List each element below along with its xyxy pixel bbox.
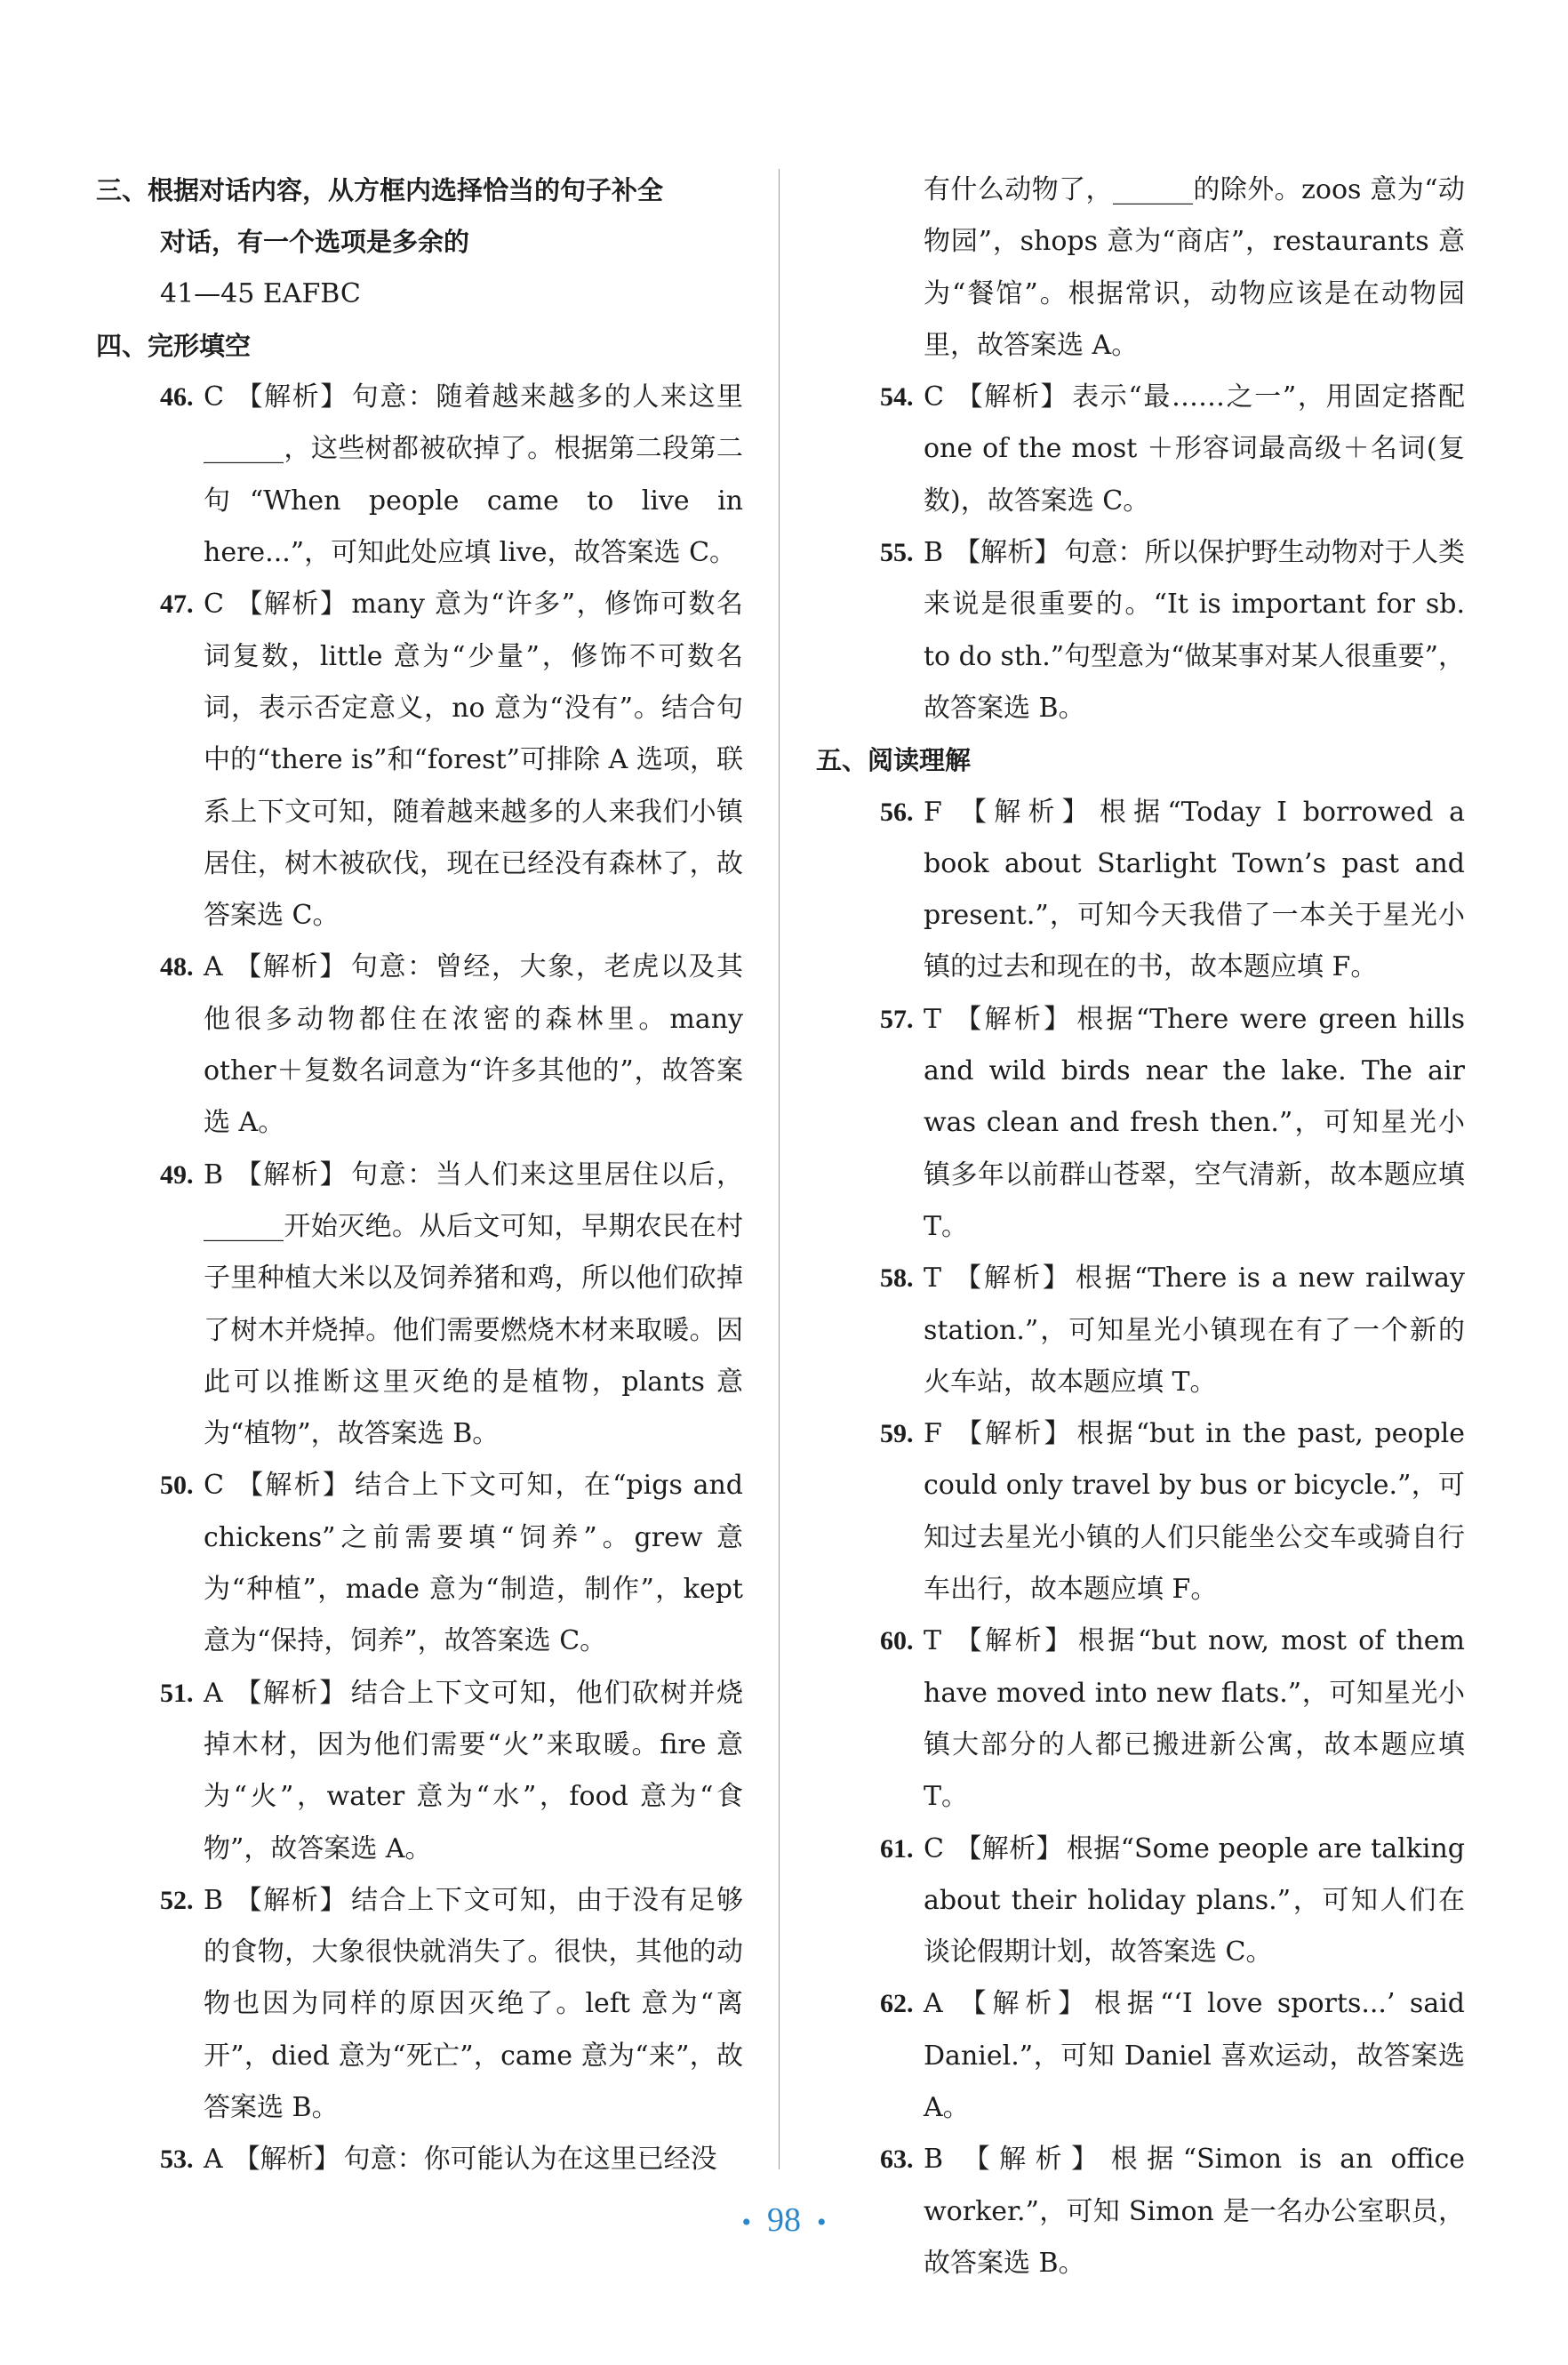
answer-item	[816, 787, 1465, 994]
item-number: 62.	[880, 1989, 914, 2019]
item-explanation: 结合上下文可知，在“pigs and chickens”之前需要填“饲养”。grew 意为“种植”，made 意为“制造，制作”，kept 意为“保持，饲养”，故答案选 C。	[204, 1470, 744, 1657]
analysis-tag: 【解析】	[954, 1832, 1063, 1864]
item-choice: C	[924, 1832, 944, 1864]
item-explanation: 根据“Simon is an office worker.”，可知 Simon 是一名办公室职员，故答案选 B。	[924, 2144, 1465, 2279]
item-choice: B	[204, 1158, 224, 1191]
page-number	[0, 2201, 1568, 2240]
section-3-title-line1: 三、根据对话内容，从方框内选择恰当的句子补全	[96, 175, 664, 205]
answer-item	[96, 579, 743, 942]
left-column	[96, 164, 743, 2186]
bullet-icon: •	[817, 2208, 827, 2238]
analysis-tag: 【解析】	[953, 1988, 1092, 2020]
analysis-tag: 【解析】	[952, 1003, 1074, 1035]
answer-item	[96, 942, 743, 1149]
answer-item	[96, 1150, 743, 1461]
item-choice: T	[924, 1625, 942, 1657]
left-answer-list	[96, 372, 743, 2185]
answer-item	[96, 2134, 743, 2185]
answer-item	[816, 1253, 1465, 1408]
item-number: 57.	[880, 1004, 914, 1034]
item-number: 55.	[880, 538, 914, 568]
item-number: 52.	[160, 1885, 194, 1915]
item-choice: A	[924, 1988, 943, 2020]
analysis-tag: 【解析】	[234, 381, 348, 413]
answer-item	[816, 527, 1465, 734]
answer-item	[816, 1824, 1465, 1979]
continued-text: 有什么动物了，______的除外。zoos 意为“动物园”，shops 意为“商店”，restaurants 意为“餐馆”。根据常识，动物应该是在动物园里，故答案选 A。	[924, 174, 1465, 361]
item-explanation: 根据“Some people are talking about their holiday plans.”，可知人们在谈论假期计划，故答案选 C。	[924, 1832, 1465, 1968]
column-divider	[779, 169, 780, 2169]
item-explanation: 句意：你可能认为在这里已经没	[343, 2144, 717, 2176]
analysis-tag: 【解析】	[952, 1418, 1074, 1450]
answer-item	[816, 372, 1465, 527]
answer-item	[816, 1978, 1465, 2134]
right-answer-list	[816, 372, 1465, 734]
item-explanation: 根据“but now, most of them have moved into new flats.”，可知星光小镇大部分的人都已搬进新公寓，故本题应填 T。	[924, 1625, 1465, 1813]
item-explanation: 句意：当人们来这里居住以后，______开始灭绝。从后文可知，早期农民在村子里种植大米以及饲养猪和鸡，所以他们砍掉了树木并烧掉。他们需要燃烧木材来取暖。因此可以推断这里灭绝的是植物，plants 意为“植物”，故答案选 B。	[204, 1158, 744, 1450]
item-number: 56.	[880, 797, 914, 827]
item-explanation: many 意为“许多”，修饰可数名词复数，little 意为“少量”，修饰不可数名词，表示否定意义，no 意为“没有”。结合句中的“there is”和“forest”可排除 A 选项，联系上下文可知，随着越来越多的人来我们小镇居住，树木被砍伐，现在已经没有森林了，故答案选 C。	[204, 589, 744, 932]
answer-item	[96, 1460, 743, 1667]
section-4-title: 四、完形填空	[96, 330, 252, 361]
item-choice: A	[204, 1677, 223, 1709]
item-choice: A	[204, 2144, 223, 2176]
item-number: 63.	[880, 2145, 914, 2175]
item-number: 46.	[160, 382, 194, 413]
answer-item	[816, 1615, 1465, 1823]
item-choice: C	[204, 381, 224, 413]
item-explanation: 根据“but in the past, people could only travel by bus or bicycle.”，可知过去星光小镇的人们只能坐公交车或骑自行车出行，故本题应填 F。	[924, 1418, 1465, 1606]
item-explanation: 根据“There is a new railway station.”，可知星光小镇现在有了一个新的火车站，故本题应填 T。	[924, 1263, 1465, 1398]
answer-item	[816, 1408, 1465, 1615]
item-choice: B	[924, 2144, 944, 2176]
analysis-tag: 【解析】	[954, 537, 1061, 569]
item-number: 60.	[880, 1626, 914, 1656]
item-choice: T	[924, 1263, 942, 1295]
item-choice: F	[924, 1418, 942, 1450]
analysis-tag: 【解析】	[954, 2144, 1108, 2176]
analysis-tag: 【解析】	[954, 381, 1069, 413]
item-choice: F	[924, 796, 942, 828]
reading-answer-list	[816, 787, 1465, 2290]
item-number: 53.	[160, 2145, 194, 2175]
answer-item	[96, 372, 743, 579]
item-explanation: 表示“最……之一”，用固定搭配 one of the most ＋形容词最高级＋名词(复数)，故答案选 C。	[924, 381, 1465, 517]
analysis-tag: 【解析】	[233, 1677, 348, 1709]
analysis-tag: 【解析】	[234, 1470, 352, 1502]
continued-item-53	[816, 164, 1465, 372]
section-5-title: 五、阅读理解	[816, 745, 972, 776]
item-explanation: 根据“There were green hills and wild birds near the lake. The air was clean and fresh then.”，可知星光小镇多年以前群山苍翠，空气清新，故本题应填 T。	[924, 1003, 1466, 1242]
bullet-icon: •	[741, 2208, 751, 2238]
item-number: 48.	[160, 952, 194, 982]
item-number: 54.	[880, 382, 914, 413]
item-number: 59.	[880, 1419, 914, 1449]
item-number: 49.	[160, 1159, 194, 1190]
analysis-tag: 【解析】	[234, 1884, 348, 1916]
analysis-tag: 【解析】	[952, 1625, 1075, 1657]
page-number-text: 98	[767, 2201, 801, 2239]
item-explanation: 句意：随着越来越多的人来这里______，这些树都被砍掉了。根据第二段第二句“When people came to live in here...”，可知此处应填 live，故答案选 C。	[204, 381, 744, 569]
section-3-answers: 41—45 EAFBC	[160, 277, 361, 309]
item-number: 61.	[880, 1833, 914, 1864]
answer-item	[816, 994, 1465, 1253]
item-number: 47.	[160, 589, 194, 620]
item-explanation: 结合上下文可知，由于没有足够的食物，大象很快就消失了。很快，其他的动物也因为同样的原因灭绝了。left 意为“离开”，died 意为“死亡”，came 意为“来”，故答案选 B。	[204, 1884, 744, 2123]
analysis-tag: 【解析】	[234, 589, 348, 621]
item-explanation: 结合上下文可知，他们砍树并烧掉木材，因为他们需要“火”来取暖。fire 意为“火”，water 意为“水”，food 意为“食物”，故答案选 A。	[204, 1677, 744, 1864]
item-choice: B	[924, 537, 944, 569]
item-explanation: 句意：所以保护野生动物对于人类来说是很重要的。“It is important for sb. to do sth.”句型意为“做某事对某人很重要”，故答案选 B。	[924, 537, 1466, 724]
item-choice: A	[204, 951, 223, 983]
item-choice: C	[204, 589, 224, 621]
item-explanation: 根据“‘I love sports...’ said Daniel.”，可知 Daniel 喜欢运动，故答案选 A。	[924, 1988, 1466, 2123]
right-column	[816, 164, 1465, 2289]
item-choice: C	[204, 1470, 224, 1502]
item-choice: B	[204, 1884, 224, 1916]
analysis-tag: 【解析】	[952, 796, 1096, 828]
analysis-tag: 【解析】	[233, 951, 348, 983]
item-choice: T	[924, 1003, 942, 1035]
item-number: 51.	[160, 1678, 194, 1708]
section-3-title-line2: 对话，有一个选项是多余的	[160, 227, 470, 258]
item-number: 50.	[160, 1471, 194, 1501]
item-explanation: 根据“Today I borrowed a book about Starlight Town’s past and present.”，可知今天我借了一本关于星光小镇的过去和现在的书，故本题应填 F。	[924, 796, 1465, 983]
analysis-tag: 【解析】	[234, 1158, 348, 1191]
analysis-tag: 【解析】	[233, 2144, 340, 2176]
answer-item	[96, 1875, 743, 2134]
item-choice: C	[924, 381, 944, 413]
item-number: 58.	[880, 1263, 914, 1294]
answer-item	[96, 1668, 743, 1875]
item-explanation: 句意：曾经，大象，老虎以及其他很多动物都住在浓密的森林里。many other＋复数名词意为“许多其他的”，故答案选 A。	[204, 951, 744, 1139]
analysis-tag: 【解析】	[952, 1263, 1072, 1295]
